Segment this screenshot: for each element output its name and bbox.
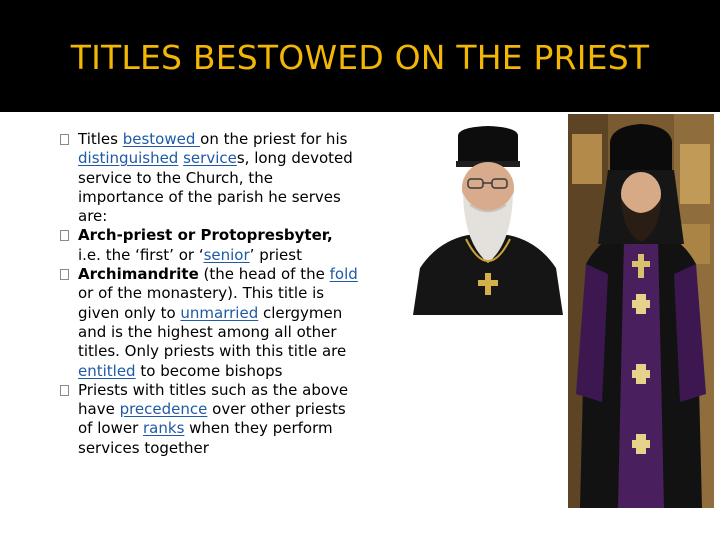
link-service[interactable]: service (183, 149, 237, 168)
title-bar (0, 0, 720, 112)
text-segment: when they perform services together (78, 419, 333, 457)
archpriest-photo (408, 123, 565, 315)
text-segment: (the head of the (198, 265, 330, 284)
text-segment: over other priests of lower (78, 400, 346, 438)
text-segment: to become bishops (135, 361, 283, 380)
text-segment: clergymen and is the highest among all other titles. Only priests with this title are (78, 303, 347, 361)
term-archimandrite: Archimandrite (78, 265, 199, 284)
bullet-box-icon (60, 230, 69, 241)
text-segment: i.e. the ‘first’ or ‘ (78, 245, 204, 264)
text-segment: or of the monastery). This title is given only to (78, 284, 325, 322)
archimandrite-photo (568, 114, 714, 508)
bullet-box-icon (60, 269, 69, 280)
slide-title: TITLES BESTOWED ON THE PRIEST (70, 38, 650, 77)
link-distinguished[interactable]: distinguished (78, 149, 179, 168)
text-segment: s, long devoted service to the Church, the importance of the parish he serves are: (78, 149, 353, 226)
link-precedence[interactable]: precedence (119, 400, 208, 419)
link-unmarried[interactable]: unmarried (180, 303, 259, 322)
bullet-list (60, 130, 360, 458)
bullet-item-4 (60, 381, 360, 458)
link-senior[interactable]: senior (203, 245, 250, 264)
bullet-item-2 (60, 226, 360, 265)
text-segment: Titles (78, 130, 123, 148)
link-fold[interactable]: fold (329, 265, 358, 284)
text-segment: Priests with titles such as the above have (78, 380, 349, 419)
text-segment: on the priest for his (200, 130, 348, 148)
link-bestowed[interactable]: bestowed (122, 130, 201, 148)
text-segment: ’ priest (249, 245, 302, 264)
link-ranks[interactable]: ranks (143, 419, 185, 438)
archimandrite-illustration (568, 114, 714, 508)
term-archpriest: Arch-priest or Protopresbyter, (78, 226, 333, 245)
archpriest-illustration (408, 123, 565, 315)
bullet-item-3 (60, 265, 360, 381)
link-entitled[interactable]: entitled (78, 361, 136, 380)
bullet-box-icon (60, 385, 69, 396)
bullet-box-icon (60, 134, 69, 145)
bullet-item-1 (60, 130, 360, 226)
